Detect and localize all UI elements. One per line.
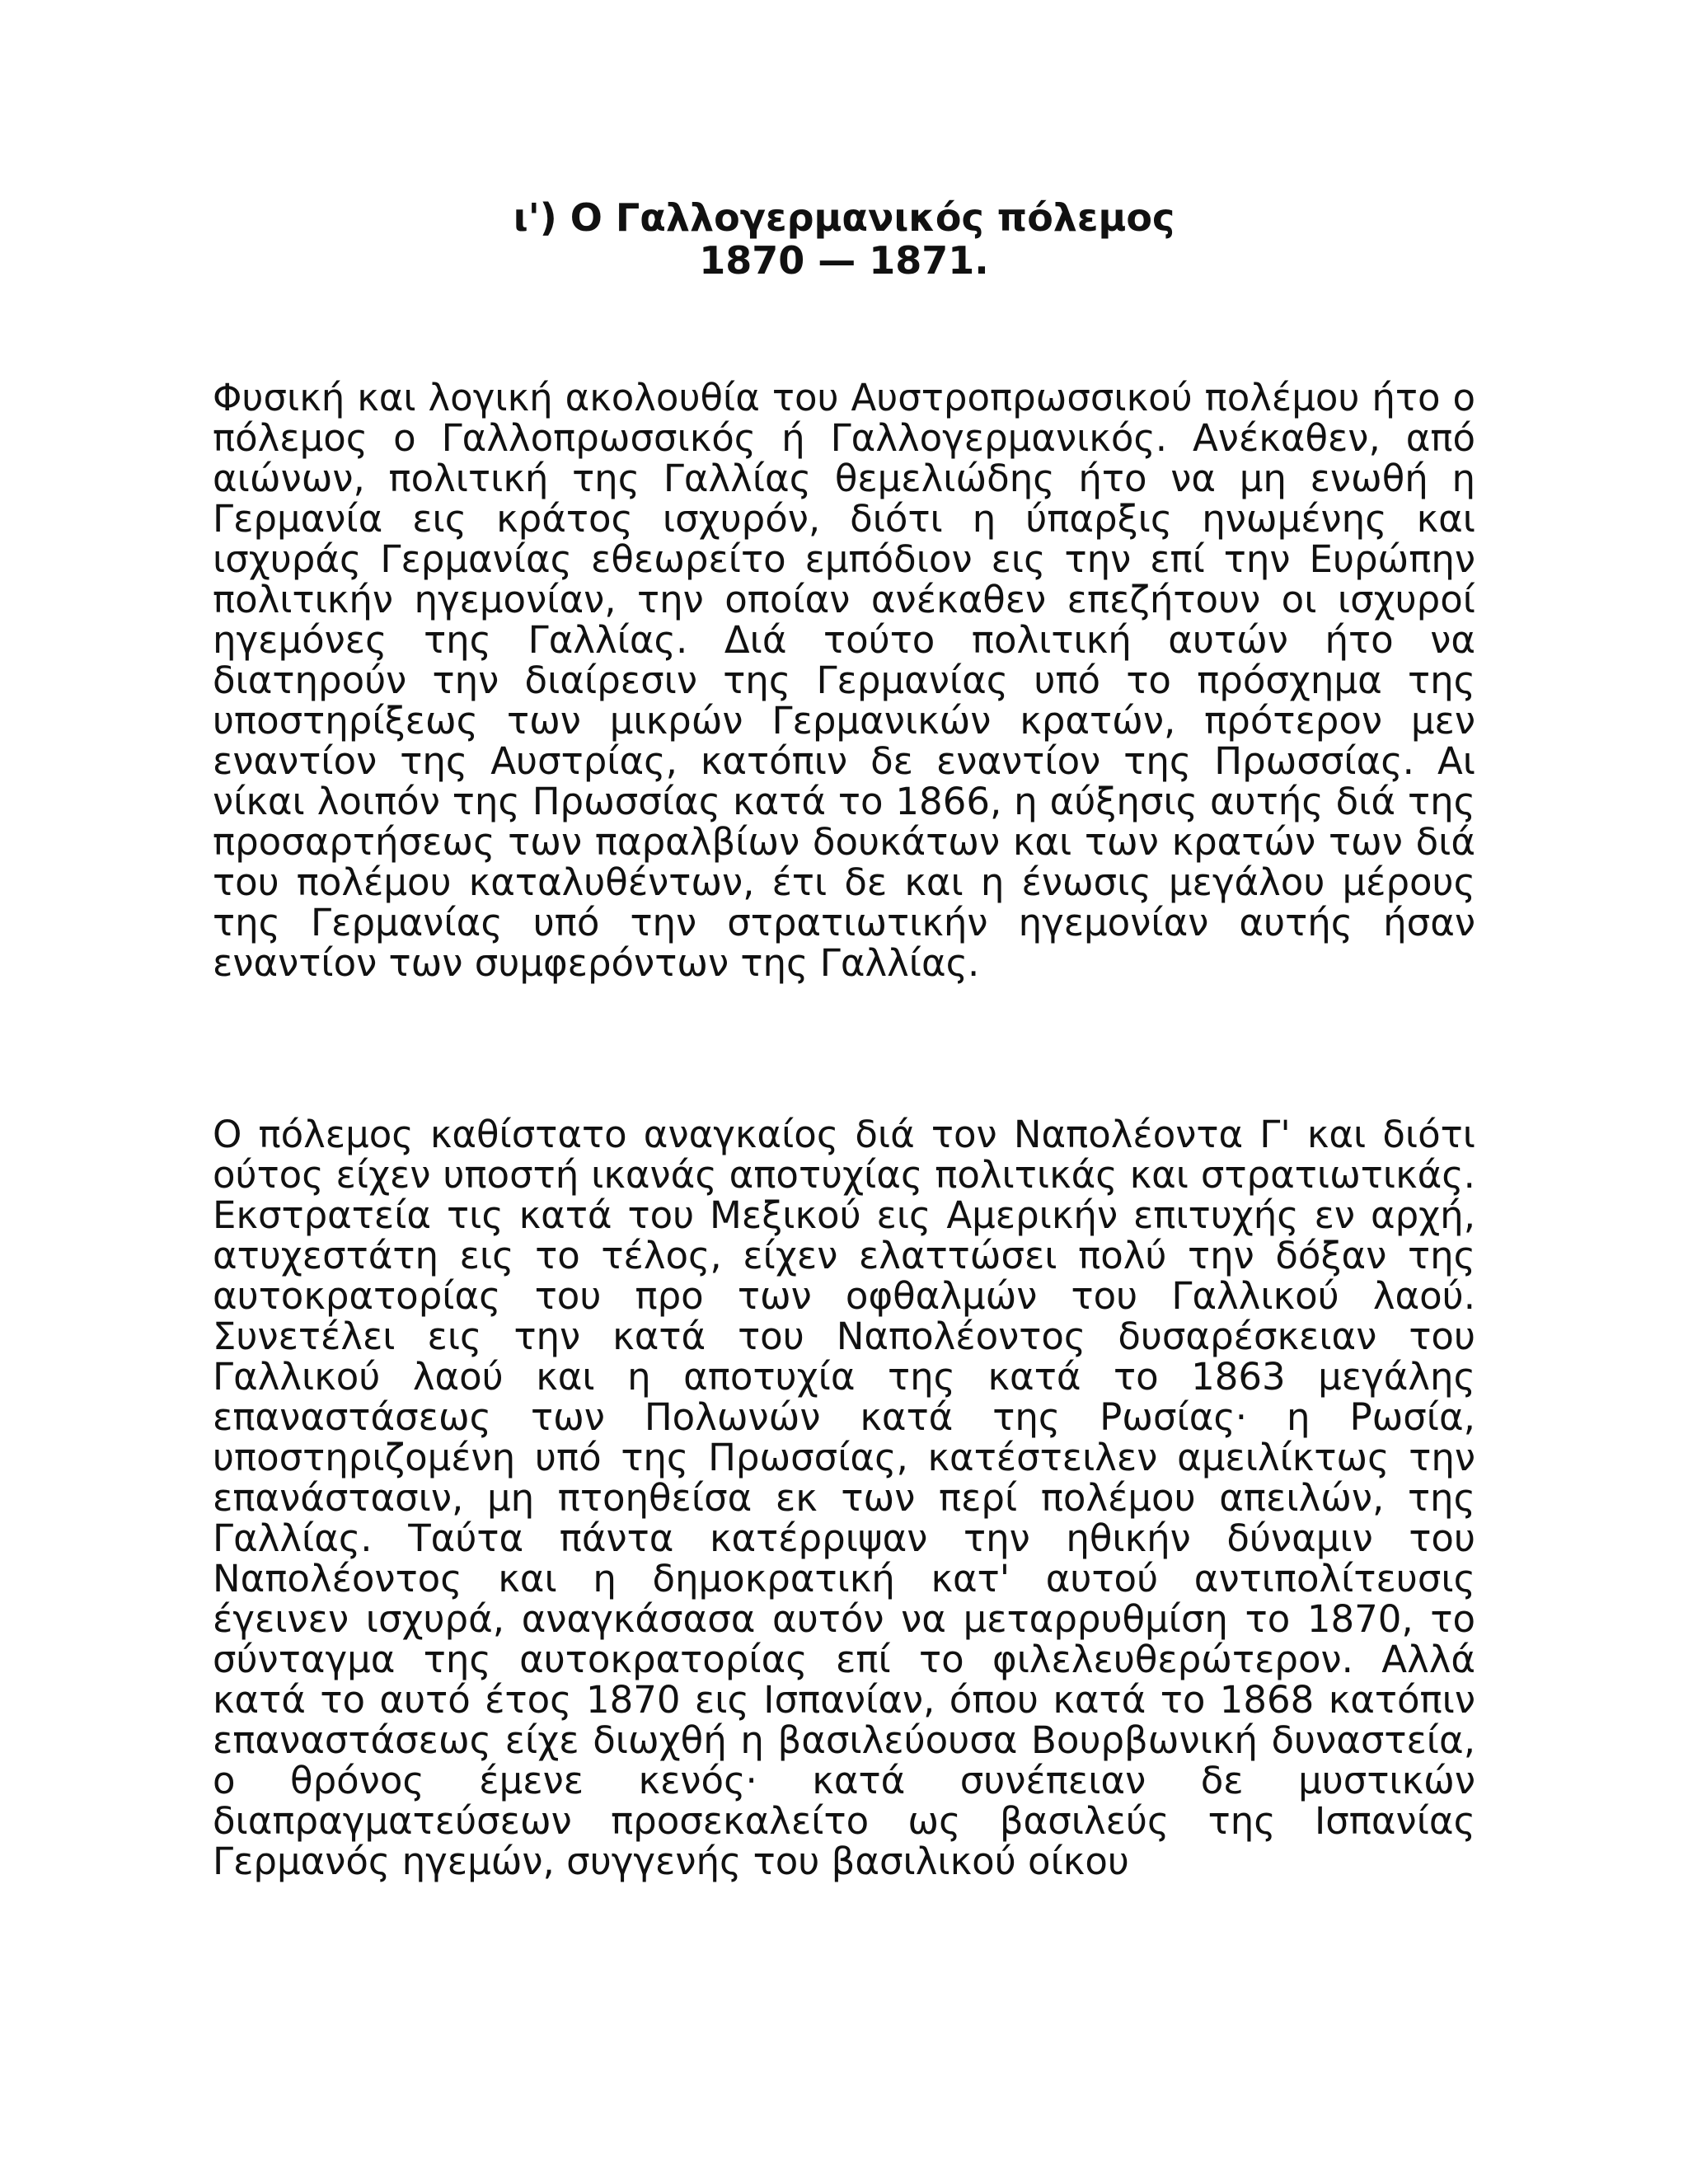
page-title (213, 196, 1475, 282)
paragraph-1: Φυσική και λογική ακολουθία του Αυστροπρωσσικού πολέμου ήτο ο πόλεμος ο Γαλλοπρωσσικός ή Γαλλογερμανικός. Ανέκαθεν, από αιώνων, πολιτική της Γαλλίας θεμελιώδης ήτο να μη ενωθή η Γερμανία εις κράτος ισχυρόν, διότι η ύπαρξις ηνωμένης και ισχυράς Γερμανίας εθεωρείτο εμπόδιον εις την επί την Ευρώπην πολιτικήν ηγεμονίαν, την οποίαν ανέκαθεν επεζήτουν οι ισχυροί ηγεμόνες της Γαλλίας. Διά τούτο πολιτική αυτών ήτο να διατηρούν την διαίρεσιν της Γερμανίας υπό το πρόσχημα της υποστηρίξεως των μικρών Γερμανικών κρατών, πρότερον μεν εναντίον της Αυστρίας, κατόπιν δε εναντίον της Πρωσσίας. Αι νίκαι λοιπόν της Πρωσσίας κατά το 1866, η αύξησις αυτής διά της προσαρτήσεως των παραλβίων δουκάτων και των κρατών των διά του πολέμου καταλυθέντων, έτι δε και η ένωσις μεγάλου μέρους της Γερμανίας υπό την στρατιωτικήν ηγεμονίαν αυτής ήσαν εναντίον των συμφερόντων της Γαλλίας. (213, 376, 1475, 985)
paragraph-2: Ο πόλεμος καθίστατο αναγκαίος διά τον Ναπολέοντα Γ' και διότι ούτος είχεν υποστή ικανάς αποτυχίας πολιτικάς και στρατιωτικάς. Εκστρατεία τις κατά του Μεξικού εις Αμερικήν επιτυχής εν αρχή, ατυχεστάτη εις το τέλος, είχεν ελαττώσει πολύ την δόξαν της αυτοκρατορίας του προ των οφθαλμών του Γαλλικού λαού. Συνετέλει εις την κατά του Ναπολέοντος δυσαρέσκειαν του Γαλλικού λαού και η αποτυχία της κατά το 1863 μεγάλης επαναστάσεως των Πολωνών κατά της Ρωσίας· η Ρωσία, υποστηριζομένη υπό της Πρωσσίας, κατέστειλεν αμειλίκτως την επανάστασιν, μη πτοηθείσα εκ των περί πολέμου απειλών, της Γαλλίας. Ταύτα πάντα κατέρριψαν την ηθικήν δύναμιν του Ναπολέοντος και η δημοκρατική κατ' αυτού αντιπολίτευσις έγεινεν ισχυρά, αναγκάσασα αυτόν να μεταρρυθμίση το 1870, το σύνταγμα της αυτοκρατορίας επί το φιλελευθερώτερον. Αλλά κατά το αυτό έτος 1870 εις Ισπανίαν, όπου κατά το 1868 κατόπιν επαναστάσεως είχε διωχθή η βασιλεύουσα Βουρβωνική δυναστεία, ο θρόνος έμενε κενός· κατά συνέπειαν δε μυστικών διαπραγματεύσεων προσεκαλείτο ως βασιλεύς της Ισπανίας Γερμανός ηγεμών, συγγενής του βασιλικού οίκου (213, 1113, 1475, 1883)
title-line-2: 1870 — 1871. (699, 238, 989, 283)
title-line-1: ι') Ο Γαλλογερμανικός πόλεμος (513, 195, 1175, 240)
